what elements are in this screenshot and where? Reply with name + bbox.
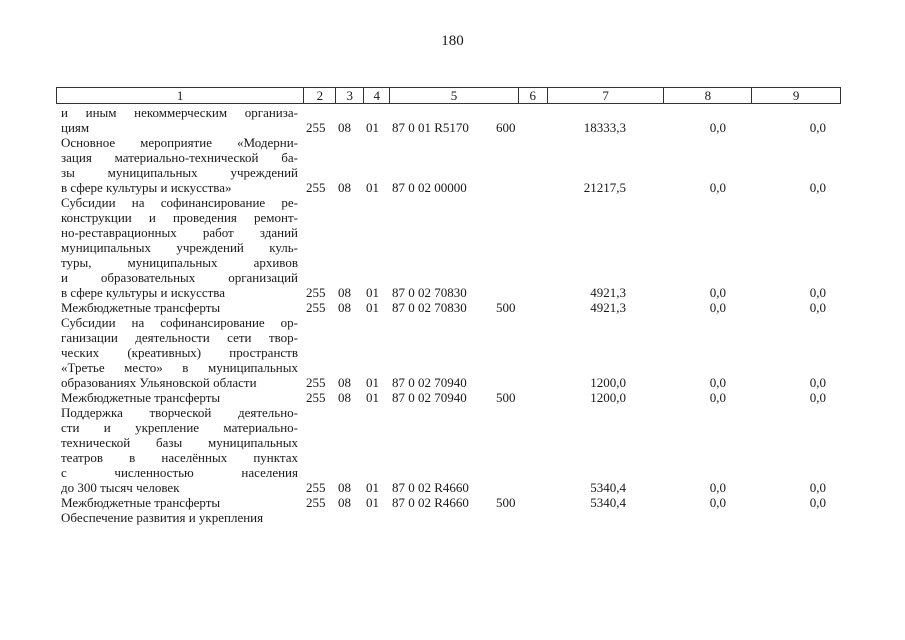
cell-sum-8: 0,0 xyxy=(709,180,726,195)
row-name xyxy=(61,495,298,510)
cell-sum-7: 1200,0 xyxy=(590,375,626,390)
cell-rz: 08 xyxy=(338,120,351,135)
header-col-8: 8 xyxy=(664,88,752,103)
cell-pr: 01 xyxy=(366,480,379,495)
page-number: 180 xyxy=(441,33,464,49)
row-name xyxy=(61,105,298,135)
header-col-6: 6 xyxy=(519,88,548,103)
cell-rz: 08 xyxy=(338,375,351,390)
cell-sum-9: 0,0 xyxy=(809,480,826,495)
row-name-line: конструкции и проведения ремонт- xyxy=(61,210,298,225)
table-row xyxy=(61,510,851,525)
cell-cs: 87 0 02 70940 xyxy=(392,390,467,405)
header-col-9: 9 xyxy=(792,88,800,103)
row-name-line: но-реставрационных работ зданий xyxy=(61,225,298,240)
cell-sum-9: 0,0 xyxy=(809,495,826,510)
row-name-line: ганизации деятельности сети твор- xyxy=(61,330,298,345)
cell-rz: 08 xyxy=(338,300,351,315)
row-name-line: театров в населённых пунктах xyxy=(61,450,298,465)
cell-rz: 08 xyxy=(338,480,351,495)
cell-rz: 08 xyxy=(338,180,351,195)
cell-cs: 87 0 02 70830 xyxy=(392,285,467,300)
cell-sum-7: 4921,3 xyxy=(590,300,626,315)
cell-sum-9: 0,0 xyxy=(809,375,826,390)
row-name-line: туры, муниципальных архивов xyxy=(61,255,298,270)
cell-grp: 255 xyxy=(306,375,326,390)
row-name xyxy=(61,195,298,300)
cell-grp: 255 xyxy=(306,390,326,405)
row-name-line: Межбюджетные трансферты xyxy=(61,300,221,315)
row-name-line: зы муниципальных учреждений xyxy=(61,165,298,180)
cell-sum-8: 0,0 xyxy=(709,495,726,510)
cell-cs: 87 0 02 R4660 xyxy=(392,480,469,495)
row-name-line: муниципальных учреждений куль- xyxy=(61,240,298,255)
cell-sum-7: 1200,0 xyxy=(590,390,626,405)
row-name-line: ческих (креативных) пространств xyxy=(61,345,298,360)
cell-sum-9: 0,0 xyxy=(809,300,826,315)
row-name-line: Основное мероприятие «Модерни- xyxy=(61,135,298,150)
header-col-2: 2 xyxy=(304,88,336,103)
row-name-line: Поддержка творческой деятельно- xyxy=(61,405,298,420)
cell-rz: 08 xyxy=(338,390,351,405)
row-name-line: Межбюджетные трансферты xyxy=(61,495,221,510)
cell-pr: 01 xyxy=(366,300,379,315)
cell-grp: 255 xyxy=(306,180,326,195)
table-row xyxy=(61,105,851,135)
table-row xyxy=(61,390,851,405)
cell-sum-8: 0,0 xyxy=(709,390,726,405)
cell-cs: 87 0 02 70940 xyxy=(392,375,467,390)
table-header xyxy=(56,87,841,104)
table-body xyxy=(61,105,851,525)
row-name xyxy=(61,135,298,195)
cell-sum-7: 18333,3 xyxy=(583,120,626,135)
row-name-line: образованиях Ульяновской области xyxy=(61,375,257,390)
row-name-line: с численностью населения xyxy=(61,465,298,480)
cell-sum-8: 0,0 xyxy=(709,480,726,495)
cell-sum-9: 0,0 xyxy=(809,390,826,405)
cell-vr: 500 xyxy=(496,495,516,510)
cell-cs: 87 0 02 00000 xyxy=(392,180,467,195)
row-name-line: до 300 тысяч человек xyxy=(61,480,180,495)
cell-rz: 08 xyxy=(338,495,351,510)
table-row xyxy=(61,315,851,390)
row-name xyxy=(61,510,298,525)
table-row xyxy=(61,405,851,495)
cell-vr: 500 xyxy=(496,300,516,315)
cell-grp: 255 xyxy=(306,480,326,495)
cell-pr: 01 xyxy=(366,180,379,195)
table-row xyxy=(61,495,851,510)
cell-sum-8: 0,0 xyxy=(709,120,726,135)
row-name-line: Обеспечение развития и укрепления xyxy=(61,510,264,525)
cell-sum-8: 0,0 xyxy=(709,285,726,300)
row-name-line: в сфере культуры и искусства xyxy=(61,285,226,300)
row-name-line: «Третье место» в муниципальных xyxy=(61,360,298,375)
cell-grp: 255 xyxy=(306,285,326,300)
header-col-7: 7 xyxy=(548,88,665,103)
header-col-1: 1 xyxy=(57,88,304,103)
cell-grp: 255 xyxy=(306,120,326,135)
row-name-line: технической базы муниципальных xyxy=(61,435,298,450)
cell-grp: 255 xyxy=(306,495,326,510)
cell-sum-8: 0,0 xyxy=(709,300,726,315)
cell-sum-9: 0,0 xyxy=(809,120,826,135)
cell-sum-7: 4921,3 xyxy=(590,285,626,300)
row-name xyxy=(61,315,298,390)
cell-cs: 87 0 02 R4660 xyxy=(392,495,469,510)
cell-pr: 01 xyxy=(366,390,379,405)
table-row xyxy=(61,135,851,195)
header-col-4: 4 xyxy=(364,88,390,103)
row-name-line: зация материально-технической ба- xyxy=(61,150,298,165)
cell-rz: 08 xyxy=(338,285,351,300)
cell-pr: 01 xyxy=(366,120,379,135)
row-name-line: Межбюджетные трансферты xyxy=(61,390,221,405)
cell-pr: 01 xyxy=(366,495,379,510)
row-name xyxy=(61,300,298,315)
row-name-line: Субсидии на софинансирование ор- xyxy=(61,315,298,330)
row-name-line: циям xyxy=(61,120,90,135)
header-col-3: 3 xyxy=(336,88,364,103)
cell-sum-7: 5340,4 xyxy=(590,495,626,510)
cell-sum-7: 5340,4 xyxy=(590,480,626,495)
cell-vr: 500 xyxy=(496,390,516,405)
cell-sum-9: 0,0 xyxy=(809,285,826,300)
cell-sum-7: 21217,5 xyxy=(583,180,626,195)
row-name-line: и образовательных организаций xyxy=(61,270,298,285)
cell-sum-9: 0,0 xyxy=(809,180,826,195)
row-name-line: и иным некоммерческим организа- xyxy=(61,105,298,120)
cell-cs: 87 0 01 R5170 xyxy=(392,120,469,135)
cell-pr: 01 xyxy=(366,375,379,390)
table-row xyxy=(61,195,851,300)
cell-cs: 87 0 02 70830 xyxy=(392,300,467,315)
header-col-5: 5 xyxy=(390,88,519,103)
row-name-line: сти и укрепление материально- xyxy=(61,420,298,435)
cell-vr: 600 xyxy=(496,120,516,135)
table-row xyxy=(61,300,851,315)
cell-sum-8: 0,0 xyxy=(709,375,726,390)
row-name xyxy=(61,405,298,495)
row-name xyxy=(61,390,298,405)
cell-pr: 01 xyxy=(366,285,379,300)
row-name-line: Субсидии на софинансирование ре- xyxy=(61,195,298,210)
cell-grp: 255 xyxy=(306,300,326,315)
row-name-line: в сфере культуры и искусства» xyxy=(61,180,232,195)
